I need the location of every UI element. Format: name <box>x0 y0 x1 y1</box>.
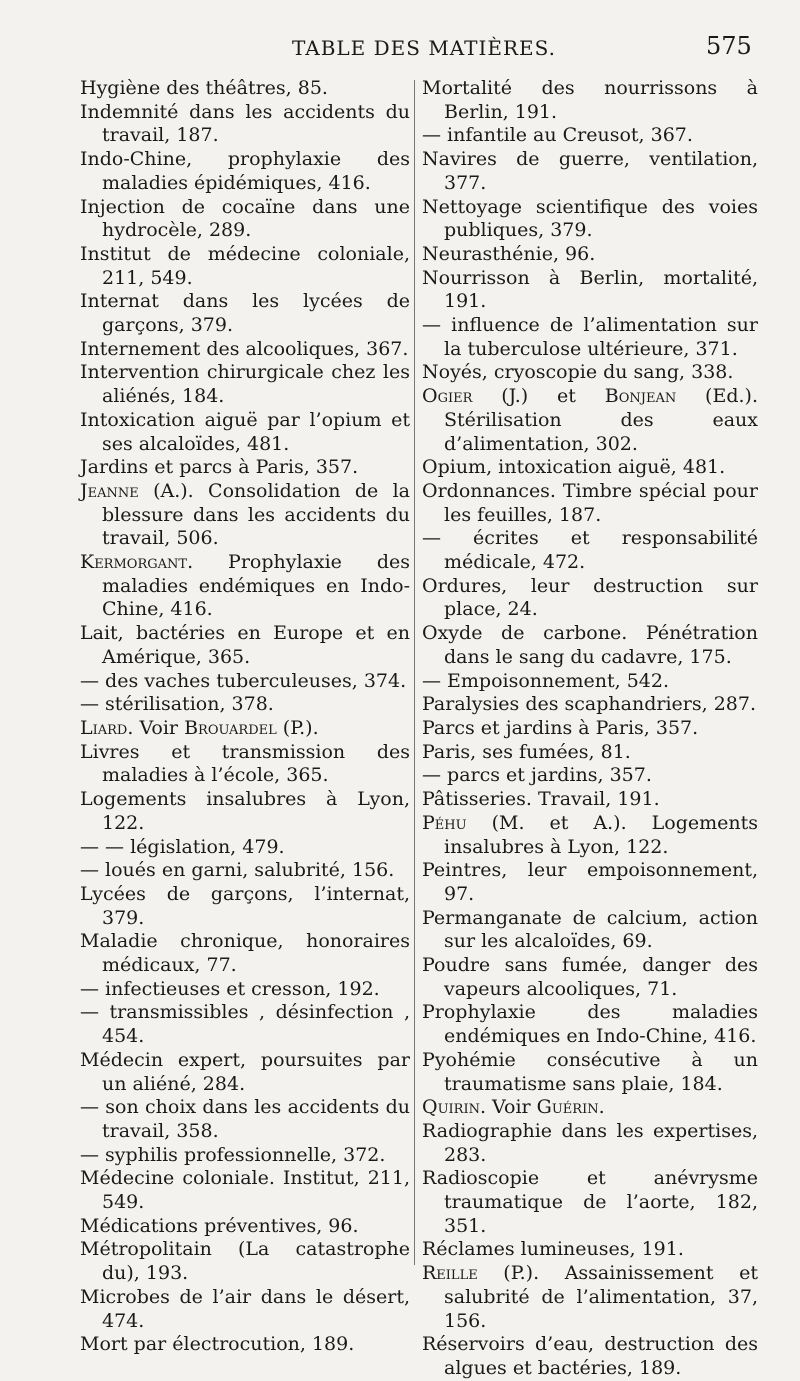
entry-text: Pyohémie consécutive à un traumatisme sans plaie, 184. <box>422 1048 758 1095</box>
entry-text: Indemnité dans les accidents du travail, 187. <box>80 100 410 147</box>
index-entry <box>80 480 410 551</box>
index-entry <box>80 101 410 148</box>
entry-text: Permanganate de calcium, action sur les alcaloïdes, 69. <box>422 906 758 953</box>
author-name: Reille <box>422 1262 478 1285</box>
entry-text: Médications préventives, 96. <box>80 1214 359 1237</box>
index-entry <box>80 836 410 860</box>
index-entry <box>80 243 410 290</box>
entry-text: . Voir <box>479 1096 537 1119</box>
index-entry <box>80 1215 410 1239</box>
index-column-right <box>422 77 758 1381</box>
author-name: Liard <box>80 716 128 739</box>
entry-text: Institut de médecine coloniale, 211, 549. <box>80 242 410 289</box>
index-entry <box>422 717 758 741</box>
index-entry <box>422 1001 758 1048</box>
index-entry <box>80 930 410 977</box>
author-name: Bonjean <box>604 385 677 408</box>
index-entry <box>80 859 410 883</box>
entry-text: . <box>598 1096 605 1119</box>
entry-text: Métropolitain (La catastrophe du), 193. <box>80 1238 410 1285</box>
entry-text: . Voir <box>127 716 185 739</box>
entry-text: Lait, bactéries en Europe et en Amérique, 365. <box>80 622 410 668</box>
index-entry <box>80 717 410 741</box>
index-entry <box>422 812 758 859</box>
index-entry <box>422 77 758 124</box>
index-entry <box>80 290 410 337</box>
index-entry <box>422 480 758 527</box>
entry-text: Mort par électrocution, 189. <box>80 1333 355 1356</box>
index-entry <box>422 196 758 243</box>
author-name: Quirin <box>422 1096 480 1119</box>
entry-text: Internat dans les lycées de garçons, 379. <box>80 290 410 337</box>
index-entry <box>80 622 410 669</box>
entry-text: Jardins et parcs à Paris, 357. <box>80 456 359 479</box>
entry-text: Indo-Chine, prophylaxie des maladies épidémiques, 416. <box>80 148 410 194</box>
index-column-left <box>80 77 410 1357</box>
entry-text: Parcs et jardins à Paris, 357. <box>422 716 699 739</box>
entry-text: Paralysies des scaphandriers, 287. <box>422 693 757 716</box>
entry-text: (M. et A.). Logements insalubres à Lyon, 122. <box>444 811 758 858</box>
entry-text: (A.). Consolidation de la blessure dans les accidents du travail, 506. <box>102 479 410 550</box>
index-entry <box>80 551 410 622</box>
index-entry <box>422 1096 758 1120</box>
entry-text: Livres et transmission des maladies à l’école, 365. <box>80 740 410 787</box>
page-number: 575 <box>706 32 752 60</box>
index-entry <box>80 77 410 101</box>
entry-text: — — législation, 479. <box>80 835 285 858</box>
entry-text: Injection de cocaïne dans une hydrocèle, 289. <box>80 195 410 242</box>
entry-text: Nourrisson à Berlin, mortalité, 191. <box>422 266 758 313</box>
index-entry <box>80 1096 410 1143</box>
entry-text: Ordures, leur destruction sur place, 24. <box>422 574 758 621</box>
index-entry <box>422 124 758 148</box>
index-entry <box>422 1262 758 1333</box>
index-entry <box>80 1144 410 1168</box>
index-entry <box>422 1238 758 1262</box>
index-entry <box>80 978 410 1002</box>
entry-text: — son choix dans les accidents du travail, 358. <box>80 1096 410 1142</box>
index-entry <box>422 527 758 574</box>
index-entry <box>80 1238 410 1285</box>
index-entry <box>422 788 758 812</box>
index-entry <box>422 314 758 361</box>
index-entry <box>80 361 410 408</box>
entry-text: Opium, intoxication aiguë, 481. <box>422 456 726 479</box>
index-entry <box>80 409 410 456</box>
index-entry <box>422 741 758 765</box>
entry-text: Hygiène des théâtres, 85. <box>80 77 328 99</box>
index-entry <box>422 575 758 622</box>
index-entry <box>80 1286 410 1333</box>
index-entry <box>80 1049 410 1096</box>
index-entry <box>80 456 410 480</box>
entry-text: (P.). <box>276 716 319 739</box>
entry-text: Nettoyage scientifique des voies publiques, 379. <box>422 195 758 242</box>
entry-text: — syphilis professionnelle, 372. <box>80 1143 386 1166</box>
entry-text: Intoxication aiguë par l’opium et ses alcaloïdes, 481. <box>80 408 410 455</box>
index-entry <box>422 954 758 1001</box>
index-entry <box>422 859 758 906</box>
index-entry <box>422 361 758 385</box>
entry-text: — infantile au Creusot, 367. <box>422 124 693 147</box>
column-divider <box>414 80 415 1265</box>
running-title: TABLE DES MATIÈRES. <box>292 36 556 60</box>
entry-text: Réclames lumineuses, 191. <box>422 1238 684 1261</box>
entry-text: Peintres, leur empoisonnement, 97. <box>422 859 758 905</box>
author-name: Péhu <box>422 811 467 834</box>
entry-text: Paris, ses fumées, 81. <box>422 740 631 763</box>
author-name: Guérin <box>536 1096 599 1119</box>
index-entry <box>80 883 410 930</box>
entry-text: Neurasthénie, 96. <box>422 242 596 265</box>
entry-text: Réservoirs d’eau, destruction des algues et bactéries, 189. <box>422 1333 758 1379</box>
index-entry <box>422 907 758 954</box>
author-name: Brouardel <box>184 716 277 739</box>
entry-text: Logements insalubres à Lyon, 122. <box>80 788 410 834</box>
entry-text: (P.). Assainissement et salubrité de l’alimentation, 37, 156. <box>444 1262 758 1332</box>
index-entry <box>422 385 758 456</box>
index-entry <box>422 148 758 195</box>
entry-text: Médecin expert, poursuites par un aliéné, 284. <box>80 1048 410 1095</box>
page-header <box>0 30 800 70</box>
entry-text: — transmissibles , désinfection , 454. <box>80 1001 410 1048</box>
entry-text: Prophylaxie des maladies endémiques en Indo-Chine, 416. <box>422 1001 758 1048</box>
index-entry <box>422 670 758 694</box>
entry-text: Lycées de garçons, l’internat, 379. <box>80 882 410 929</box>
entry-text: — Empoisonnement, 542. <box>422 669 670 692</box>
index-entry <box>80 693 410 717</box>
author-name: Jeanne <box>80 479 139 502</box>
index-entry <box>80 196 410 243</box>
index-entry <box>422 764 758 788</box>
entry-text: Noyés, cryoscopie du sang, 338. <box>422 361 734 384</box>
entry-text: (J.) et <box>472 385 605 408</box>
entry-text: — infectieuses et cresson, 192. <box>80 977 380 1000</box>
entry-text: Navires de guerre, ventilation, 377. <box>422 148 758 194</box>
entry-text: Radiographie dans les expertises, 283. <box>422 1119 758 1166</box>
entry-text: Internement des alcooliques, 367. <box>80 337 409 360</box>
entry-text: Maladie chronique, honoraires médicaux, 77. <box>80 930 410 977</box>
index-entry <box>80 1001 410 1048</box>
index-entry <box>80 1333 410 1357</box>
entry-text: Pâtisseries. Travail, 191. <box>422 788 660 811</box>
author-name: Kermorgant <box>80 551 188 574</box>
index-entry <box>422 1049 758 1096</box>
entry-text: (Ed.). Stérilisation des eaux d’alimentation, 302. <box>444 385 758 455</box>
entry-text: — des vaches tuberculeuses, 374. <box>80 669 407 692</box>
index-entry <box>422 622 758 669</box>
entry-text: Microbes de l’air dans le désert, 474. <box>80 1285 410 1332</box>
entry-text: — stérilisation, 378. <box>80 693 274 716</box>
entry-text: — parcs et jardins, 357. <box>422 764 652 787</box>
index-entry <box>422 693 758 717</box>
index-entry <box>422 1333 758 1380</box>
index-entry <box>80 670 410 694</box>
author-name: Ogier <box>422 385 473 408</box>
entry-text: — influence de l’alimentation sur la tuberculose ultérieure, 371. <box>422 314 758 360</box>
index-entry <box>422 1167 758 1238</box>
index-entry <box>80 1167 410 1214</box>
index-entry <box>80 338 410 362</box>
entry-text: — loués en garni, salubrité, 156. <box>80 859 395 882</box>
entry-text: Intervention chirurgicale chez les aliénés, 184. <box>80 361 410 408</box>
index-entry <box>422 243 758 267</box>
index-entry <box>80 741 410 788</box>
entry-text: Oxyde de carbone. Pénétration dans le sang du cadavre, 175. <box>422 622 758 668</box>
entry-text: Radioscopie et anévrysme traumatique de l’aorte, 182, 351. <box>422 1167 758 1237</box>
entry-text: Mortalité des nourrissons à Berlin, 191. <box>422 77 758 123</box>
index-entry <box>422 267 758 314</box>
index-entry <box>422 456 758 480</box>
entry-text: Poudre sans fumée, danger des vapeurs alcooliques, 71. <box>422 954 758 1000</box>
index-entry <box>80 148 410 195</box>
entry-text: Ordonnances. Timbre spécial pour les feuilles, 187. <box>422 479 758 526</box>
index-entry <box>422 1120 758 1167</box>
entry-text: Médecine coloniale. Institut, 211, 549. <box>80 1167 410 1214</box>
entry-text: . Prophylaxie des maladies endémiques en Indo-Chine, 416. <box>102 551 410 621</box>
entry-text: — écrites et responsabilité médicale, 472. <box>422 527 758 574</box>
index-entry <box>80 788 410 835</box>
